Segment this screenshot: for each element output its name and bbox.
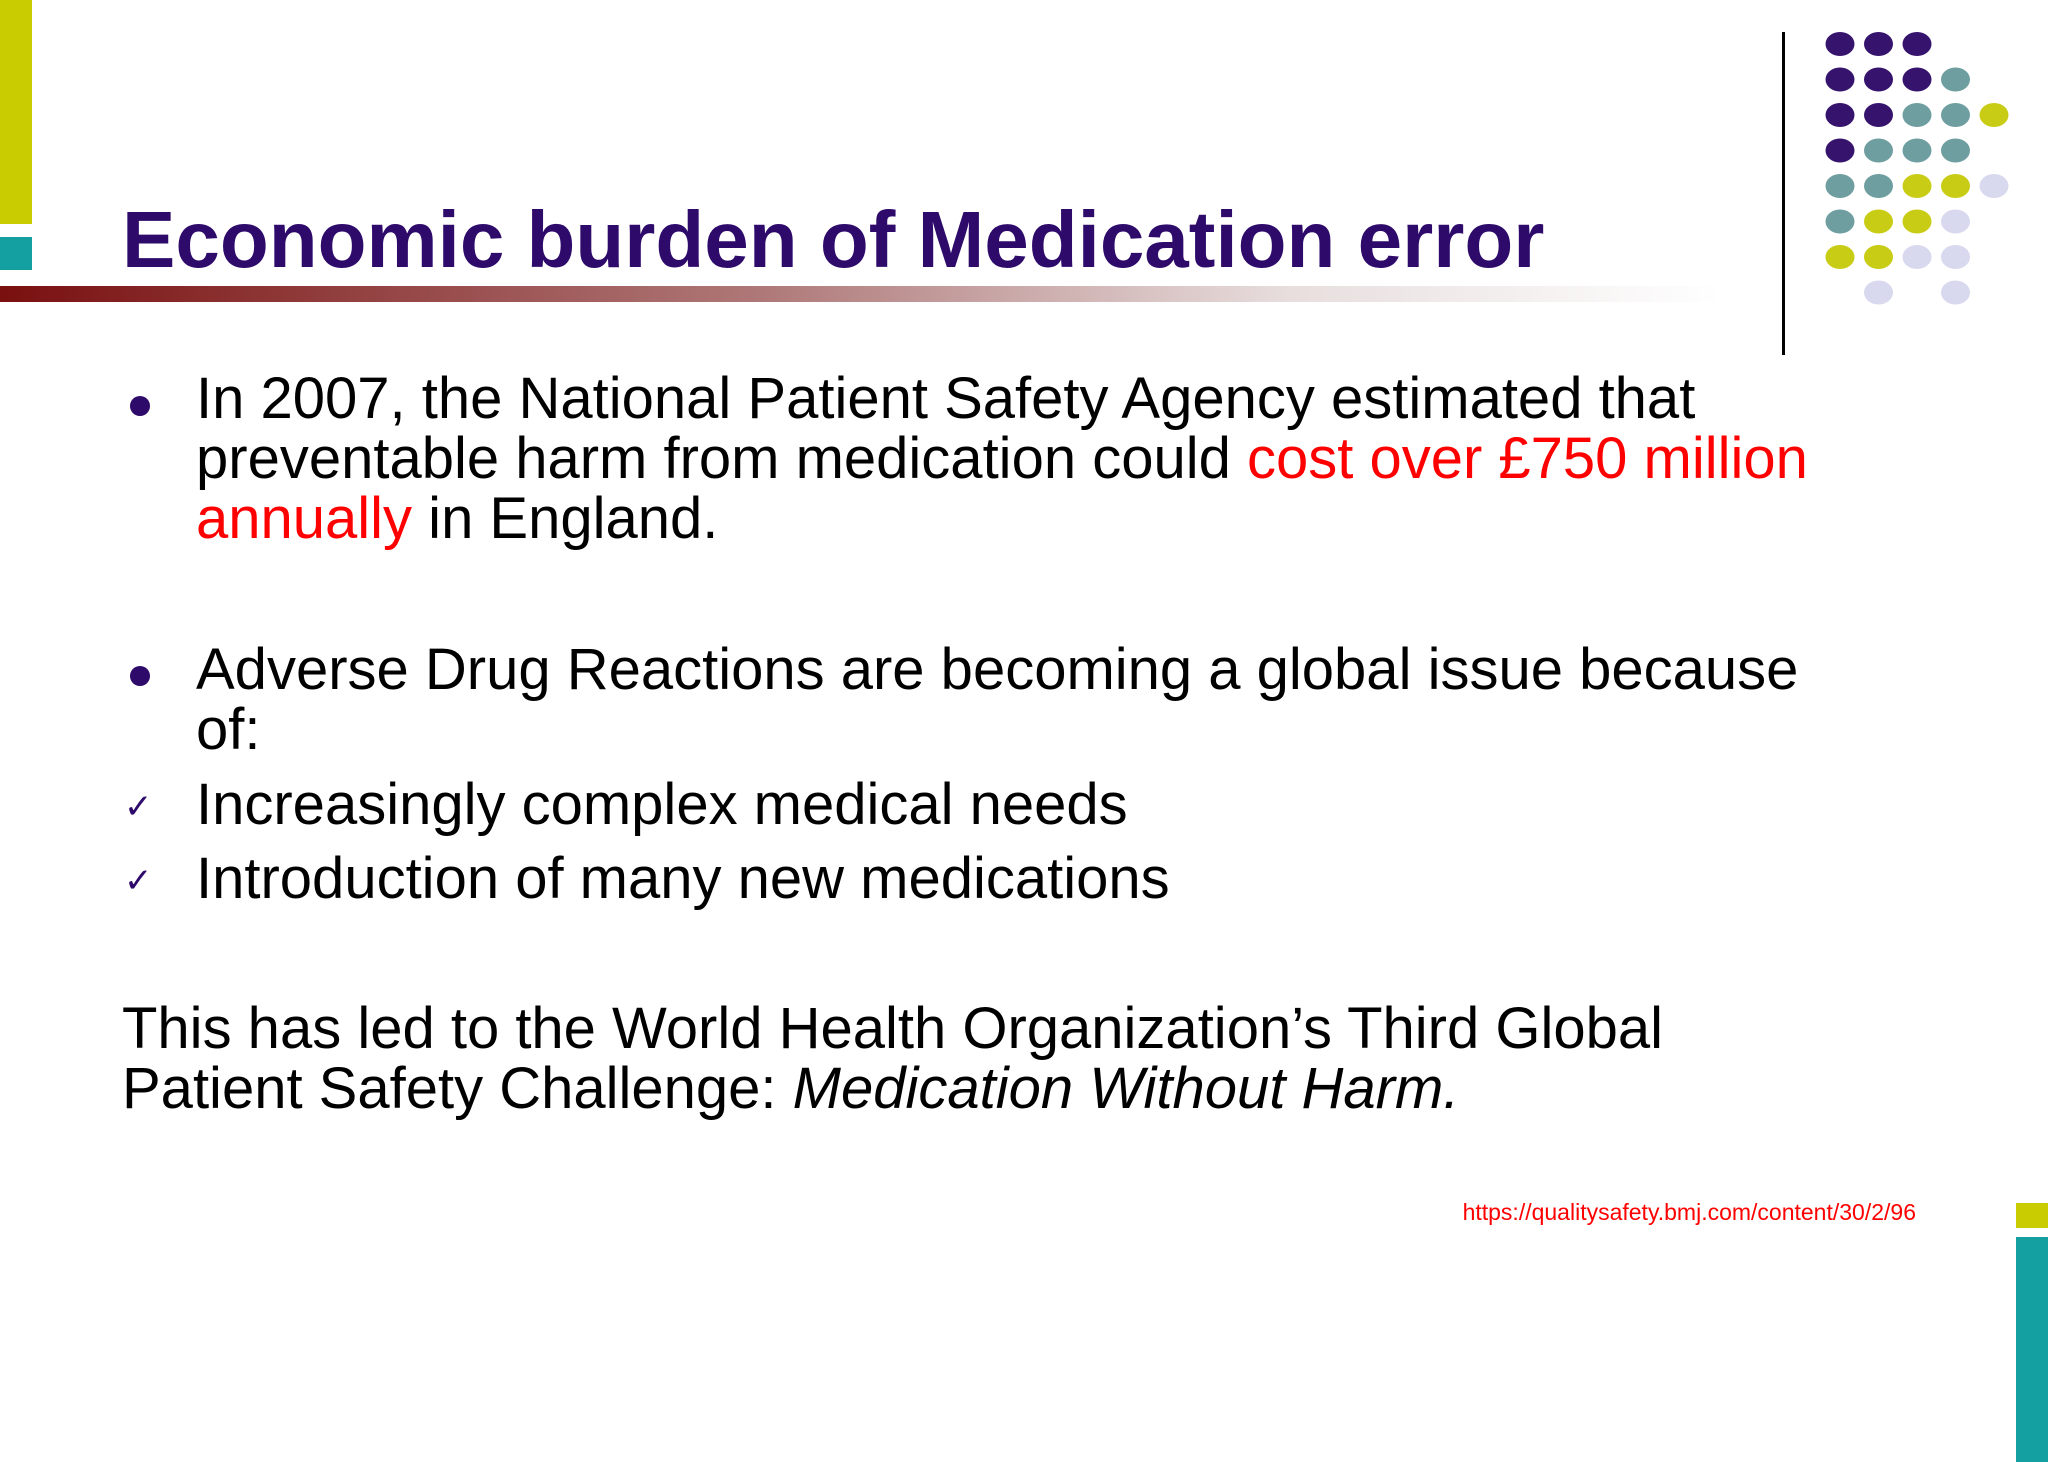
decorative-dot bbox=[1864, 210, 1893, 234]
decorative-dot bbox=[1941, 139, 1970, 163]
conclusion-challenge-name: Medication Without Harm. bbox=[792, 1056, 1460, 1121]
bullet-2-line-2: of: bbox=[196, 697, 261, 762]
vertical-divider bbox=[1782, 32, 1785, 355]
check-icon: ✓ bbox=[124, 861, 153, 901]
decorative-dot bbox=[1903, 68, 1932, 92]
decorative-dot bbox=[1903, 245, 1932, 269]
decorative-dot bbox=[1903, 103, 1932, 127]
left-accent-bar bbox=[0, 0, 32, 224]
decorative-dot bbox=[1903, 139, 1932, 163]
decorative-dot bbox=[1980, 174, 2009, 198]
bullet-1-text-b: preventable harm from medication could bbox=[196, 426, 1247, 491]
check-item-2: Introduction of many new medications bbox=[196, 846, 1170, 911]
conclusion-line-2 bbox=[122, 1056, 1460, 1121]
decorative-dot bbox=[1826, 245, 1855, 269]
decorative-dot bbox=[1826, 68, 1855, 92]
bullet-1-highlight-cost: cost over £750 million bbox=[1246, 426, 1808, 491]
decorative-dot bbox=[1826, 210, 1855, 234]
bullet-1-text-c: in England. bbox=[412, 486, 719, 551]
decorative-dot bbox=[1864, 68, 1893, 92]
title-underline bbox=[0, 286, 1720, 302]
decorative-dot bbox=[1941, 210, 1970, 234]
decorative-dot bbox=[1864, 245, 1893, 269]
decorative-dot bbox=[1941, 245, 1970, 269]
bullet-1-line-2 bbox=[196, 426, 1808, 491]
right-accent-bar-top bbox=[2016, 1203, 2048, 1228]
decorative-dot bbox=[1941, 68, 1970, 92]
decorative-dot bbox=[1826, 32, 1855, 56]
bullet-1-text-a: In 2007, the National Patient Safety Agency estimated that bbox=[196, 366, 1696, 431]
citation-link[interactable]: https://qualitysafety.bmj.com/content/30/2/96 bbox=[1462, 1199, 1916, 1225]
decorative-dot bbox=[1826, 139, 1855, 163]
decorative-dot bbox=[1903, 210, 1932, 234]
decorative-dot bbox=[1864, 32, 1893, 56]
decorative-dot bbox=[1826, 103, 1855, 127]
slide-title: Economic burden of Medication error bbox=[122, 195, 1545, 284]
decorative-dot bbox=[1864, 103, 1893, 127]
bullet-dot-1 bbox=[130, 396, 150, 416]
dot-grid-decoration bbox=[1816, 28, 2016, 318]
bullet-1-line-1 bbox=[196, 366, 1696, 431]
bullet-dot-2 bbox=[130, 666, 150, 686]
decorative-dot bbox=[1864, 281, 1893, 305]
decorative-dot bbox=[1941, 103, 1970, 127]
decorative-dot bbox=[1903, 32, 1932, 56]
bullet-1-line-3 bbox=[196, 486, 719, 551]
check-item-1: Increasingly complex medical needs bbox=[196, 772, 1128, 837]
decorative-dot bbox=[1864, 174, 1893, 198]
right-accent-bar-bottom bbox=[2016, 1237, 2048, 1462]
decorative-dot bbox=[1941, 174, 1970, 198]
decorative-dot bbox=[1980, 103, 2009, 127]
bullet-1-highlight-annually: annually bbox=[196, 486, 413, 551]
decorative-dot bbox=[1864, 139, 1893, 163]
conclusion-line-1: This has led to the World Health Organization’s Third Global bbox=[122, 996, 1664, 1061]
left-accent-square bbox=[0, 237, 32, 270]
decorative-dot bbox=[1826, 174, 1855, 198]
decorative-dot bbox=[1941, 281, 1970, 305]
decorative-dot bbox=[1903, 174, 1932, 198]
bullet-2-line-1: Adverse Drug Reactions are becoming a global issue because bbox=[196, 637, 1799, 702]
conclusion-prefix: Patient Safety Challenge: bbox=[122, 1056, 793, 1121]
check-icon: ✓ bbox=[124, 787, 153, 827]
